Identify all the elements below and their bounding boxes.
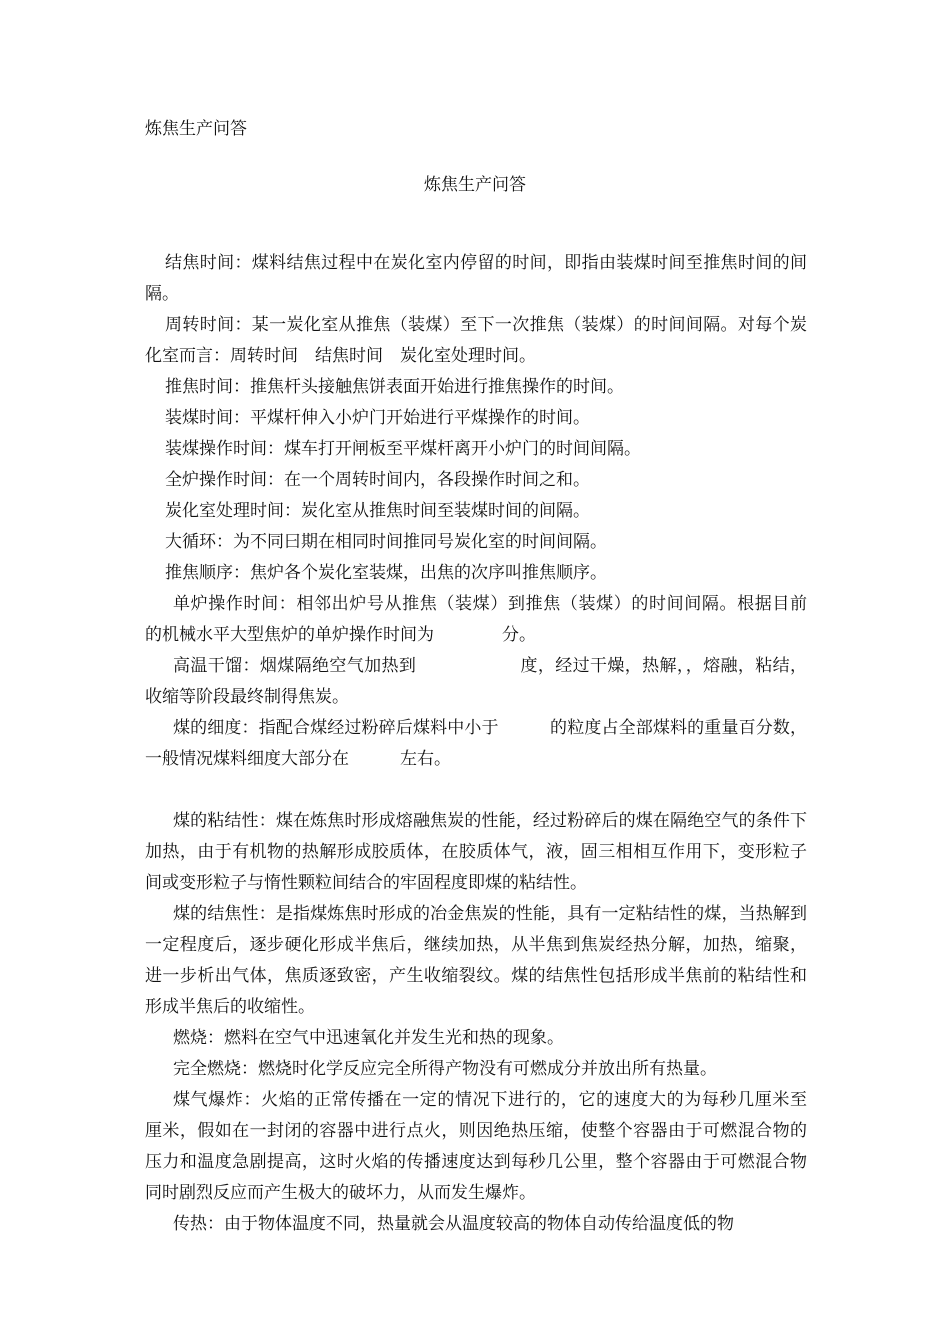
document-body: [145, 248, 875, 1240]
paragraph: 结焦时间：煤料结焦过程中在炭化室内停留的时间，即指由装煤时间至推焦时间的间隔。: [145, 253, 807, 304]
paragraph: 推焦时间：推焦杆头接触焦饼表面开始进行推焦操作的时间。: [165, 377, 624, 397]
paragraph: 周转时间：某一炭化室从推焦（装煤）至下一次推焦（装煤）的时间间隔。对每个炭化室而言：周转时间 结焦时间 炭化室处理时间。: [145, 315, 807, 366]
paragraph: 炭化室处理时间：炭化室从推焦时间至装煤时间的间隔。: [165, 501, 590, 521]
paragraph: 单炉操作时间：相邻出炉号从推焦（装煤）到推焦（装煤）的时间间隔。根据目前 的机械水平大型焦炉的单炉操作时间为 分。: [145, 594, 824, 645]
paragraph: 完全燃烧：燃烧时化学反应完全所得产物没有可燃成分并放出所有热量。: [173, 1059, 717, 1079]
paragraph: 大循环：为不同曰期在相同时间推同号炭化室的时间间隔。: [165, 532, 607, 552]
paragraph: 全炉操作时间：在一个周转时间内，各段操作时间之和。: [165, 470, 590, 490]
paragraph: 高温干馏：烟煤隔绝空气加热到 度，经过干燥，热解，，熔融，粘结，收缩等阶段最终制得焦炭。: [145, 656, 807, 707]
paragraph: 传热：由于物体温度不同，热量就会从温度较高的物体自动传给温度低的物: [173, 1214, 734, 1234]
document-title: 炼焦生产问答: [424, 175, 526, 195]
paragraph: 装煤时间：平煤杆伸入小炉门开始进行平煤操作的时间。: [165, 408, 590, 428]
paragraph: 燃烧：燃料在空气中迅速氧化并发生光和热的现象。: [173, 1028, 564, 1048]
paragraph: 装煤操作时间：煤车打开闸板至平煤杆离开小炉门的时间间隔。: [165, 439, 641, 459]
paragraph: 煤气爆炸：火焰的正常传播在一定的情况下进行的，它的速度大的为每秒几厘米至 厘米，假如在一封闭的容器中进行点火，则因绝热压缩，使整个容器由于可燃混合物的压力和温度急剧提高，这时火焰的传播速度达到每秒几公里，整个容器由于可燃混合物同时剧烈反应而产生极大的破坏力，从而发生爆炸。: [145, 1090, 875, 1203]
blank-line: [145, 775, 807, 806]
paragraph: 煤的结焦性：是指煤炼焦时形成的冶金焦炭的性能，具有一定粘结性的煤，当热解到一定程度后，逐步硬化形成半焦后，继续加热，从半焦到焦炭经热分解，加热，缩聚，进一步析出气体，焦质逐致密，产生收缩裂纹。煤的结焦性包括形成半焦前的粘结性和形成半焦后的收缩性。: [145, 904, 807, 1017]
document-header: 炼焦生产问答: [145, 119, 247, 139]
paragraph: 煤的细度：指配合煤经过粉碎后煤料中小于 的粒度占全部煤料的重量百分数，一般情况煤料细度大部分在 左右。: [145, 718, 807, 769]
paragraph: 煤的粘结性：煤在炼焦时形成熔融焦炭的性能，经过粉碎后的煤在隔绝空气的条件下加热，由于有机物的热解形成胶质体，在胶质体气，液，固三相相互作用下，变形粒子间或变形粒子与惰性颗粒间结合的牢固程度即煤的粘结性。: [145, 811, 807, 893]
paragraph: 推焦顺序：焦炉各个炭化室装煤，出焦的次序叫推焦顺序。: [165, 563, 607, 583]
